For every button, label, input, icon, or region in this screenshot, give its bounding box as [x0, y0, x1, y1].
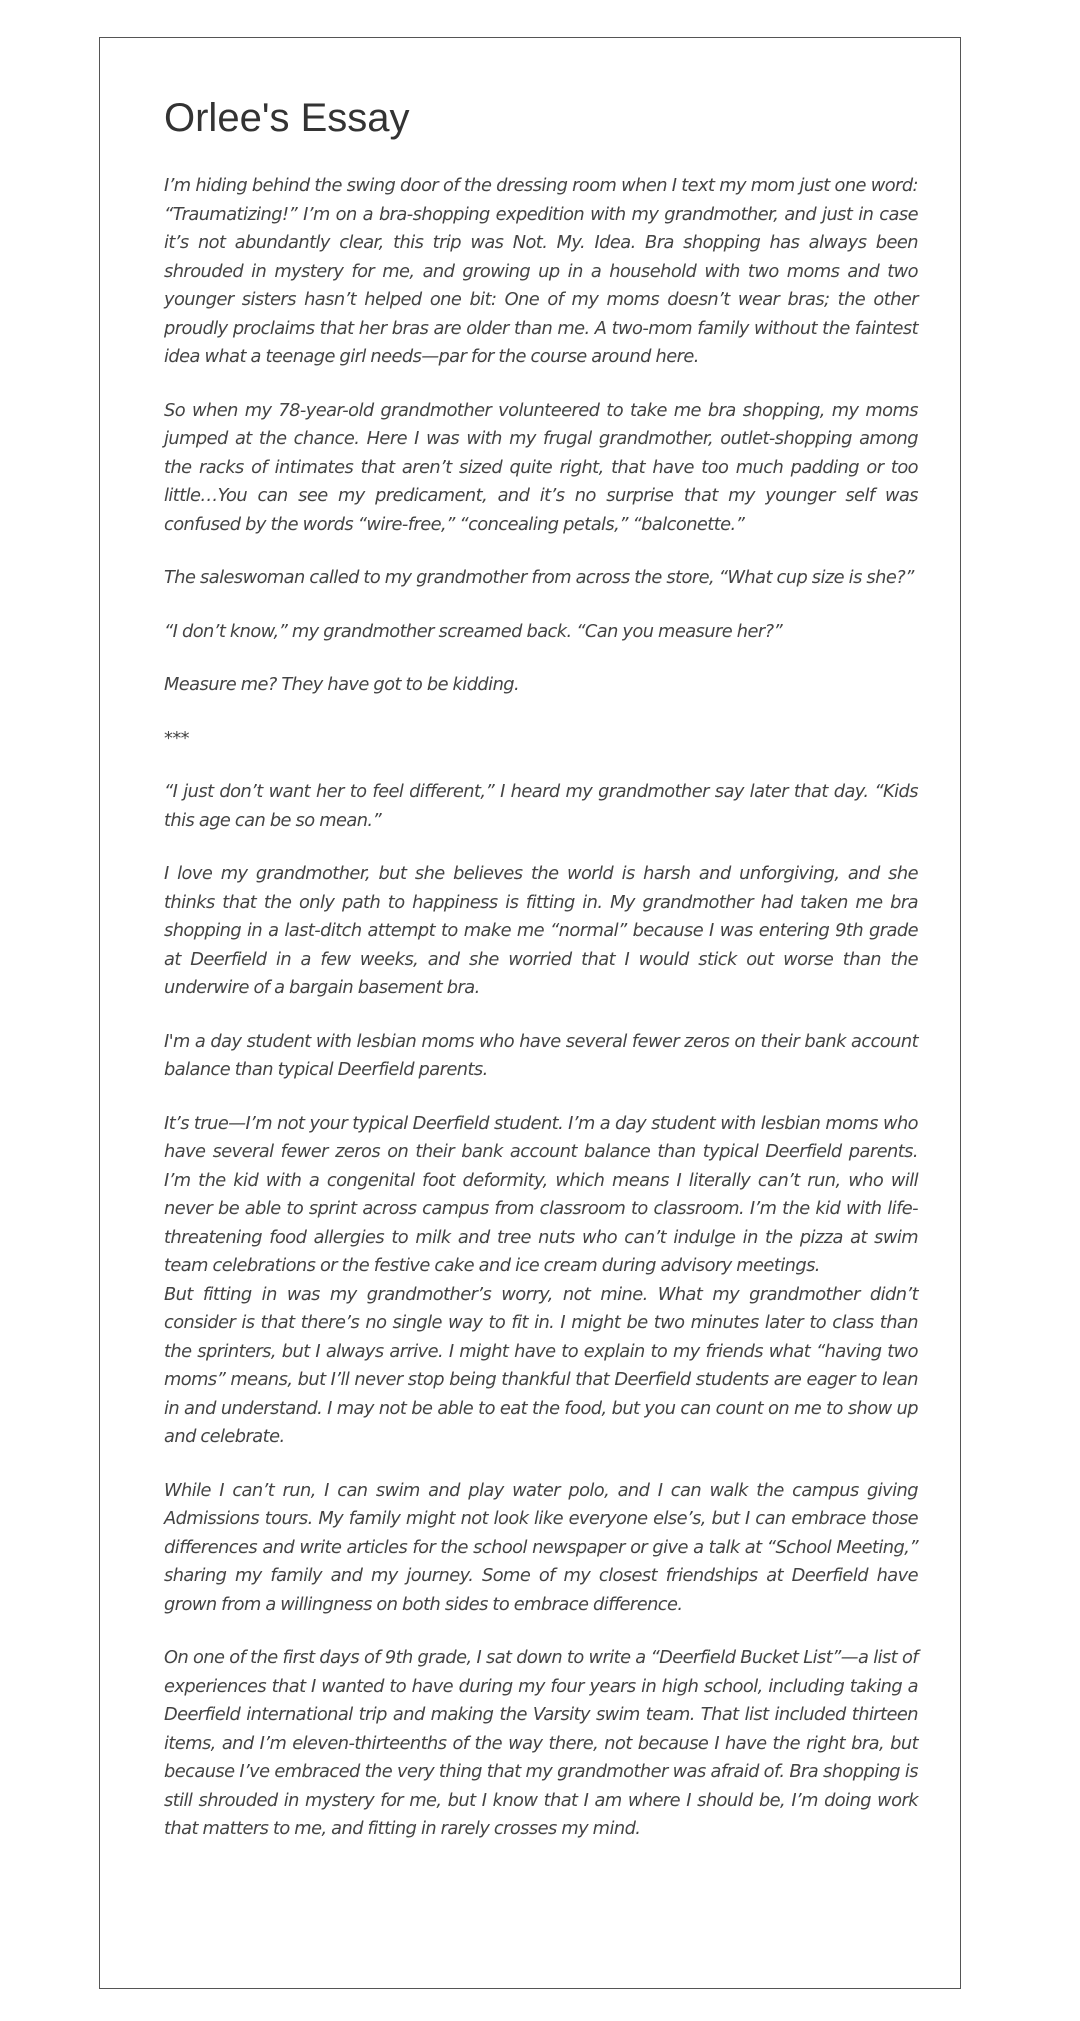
essay-paragraph: I love my grandmother, but she believes the world is harsh and unforgiving, and she thinks that the only path to happiness is fitting in. My grandmother had taken me bra shopping in a last-ditch attempt to make me “normal” because I was entering 9th grade at Deerfield in a few weeks, and she worried that I would stick out worse than the underwire of a bargain basement bra. — [164, 863, 918, 998]
essay-paragraph: So when my 78-year-old grandmother volunteered to take me bra shopping, my moms jumped at the chance. Here I was with my frugal grandmother, outlet-shopping among the racks of intimates that aren’t sized quite right, that have too much padding or too little…You can see my predicament, and it’s no surprise that my younger self was confused by the words “wire-free,” “concealing petals,” “balconette.” — [164, 399, 918, 535]
essay-paragraph: “I just don’t want her to feel different,” I heard my grandmother say later that day. “Kids this age can be so mean.” — [164, 781, 918, 831]
essay-paragraph: “I don’t know,” my grandmother screamed back. “Can you measure her?” — [164, 620, 783, 642]
essay-paragraph: On one of the first days of 9th grade, I sat down to write a “Deerfield Bucket List”—a list of experiences that I wanted to have during my four years in high school, including taking a Deerfield international trip and making the Varsity swim team. That list included thirteen items, and I’m eleven-thirteenths of the way there, not because I have the right bra, but because I’ve embraced the very thing that my grandmother was afraid of. Bra shopping is still shrouded in mystery for me, but I know that I am where I should be, I’m doing work that matters to me, and fitting in rarely crosses my mind. — [164, 1647, 918, 1839]
document-page — [99, 37, 961, 1989]
essay-paragraph: While I can’t run, I can swim and play water polo, and I can walk the campus giving Admissions tours. My family might not look like everyone else’s, but I can embrace those differences and write articles for the school newspaper or give a talk at “School Meeting,” sharing my family and my journey. Some of my closest friendships at Deerfield have grown from a willingness on both sides to embrace difference. — [164, 1479, 918, 1615]
essay-paragraph: It’s true—I’m not your typical Deerfield student. I’m a day student with lesbian moms who have several fewer zeros on their bank account balance than typical Deerfield parents. I’m the kid with a congenital foot deformity, which means I literally can’t run, who will never be able to sprint across campus from classroom to classroom. I’m the kid with life-threatening food allergies to milk and tree nuts who can’t indulge in the pizza at swim team celebrations or the festive cake and ice cream during advisory meetings. — [164, 1112, 918, 1276]
pull-quote-paragraph: I'm a day student with lesbian moms who have several fewer zeros on their bank account balance than typical Deerfield parents. — [164, 1030, 918, 1080]
essay-content — [164, 96, 918, 1869]
essay-paragraph: I’m hiding behind the swing door of the dressing room when I text my mom just one word: “Traumatizing!” I’m on a bra-shopping expedition with my grandmother, and just in case it’s not abundantly clear, this trip was Not. My. Idea. Bra shopping has always been shrouded in mystery for me, and growing up in a household with two moms and two younger sisters hasn’t helped one bit: One of my moms doesn’t wear bras; the other proudly proclaims that her bras are older than me. A two-mom family without the faintest idea what a teenage girl needs—par for the course around here. — [164, 175, 918, 367]
essay-paragraph: Measure me? They have got to be kidding. — [164, 674, 520, 695]
essay-paragraph: The saleswoman called to my grandmother from across the store, “What cup size is she?” — [164, 567, 914, 588]
essay-title: Orlee's Essay — [164, 96, 410, 140]
section-break: *** — [164, 727, 190, 749]
essay-paragraph: But fitting in was my grandmother’s worry, not mine. What my grandmother didn’t consider is that there’s no single way to fit in. I might be two minutes later to class than the sprinters, but I always arrive. I might have to explain to my friends what “having two moms” means, but I’ll never stop being thankful that Deerfield students are eager to lean in and understand. I may not be able to eat the food, but you can count on me to show up and celebrate. — [164, 1283, 918, 1447]
